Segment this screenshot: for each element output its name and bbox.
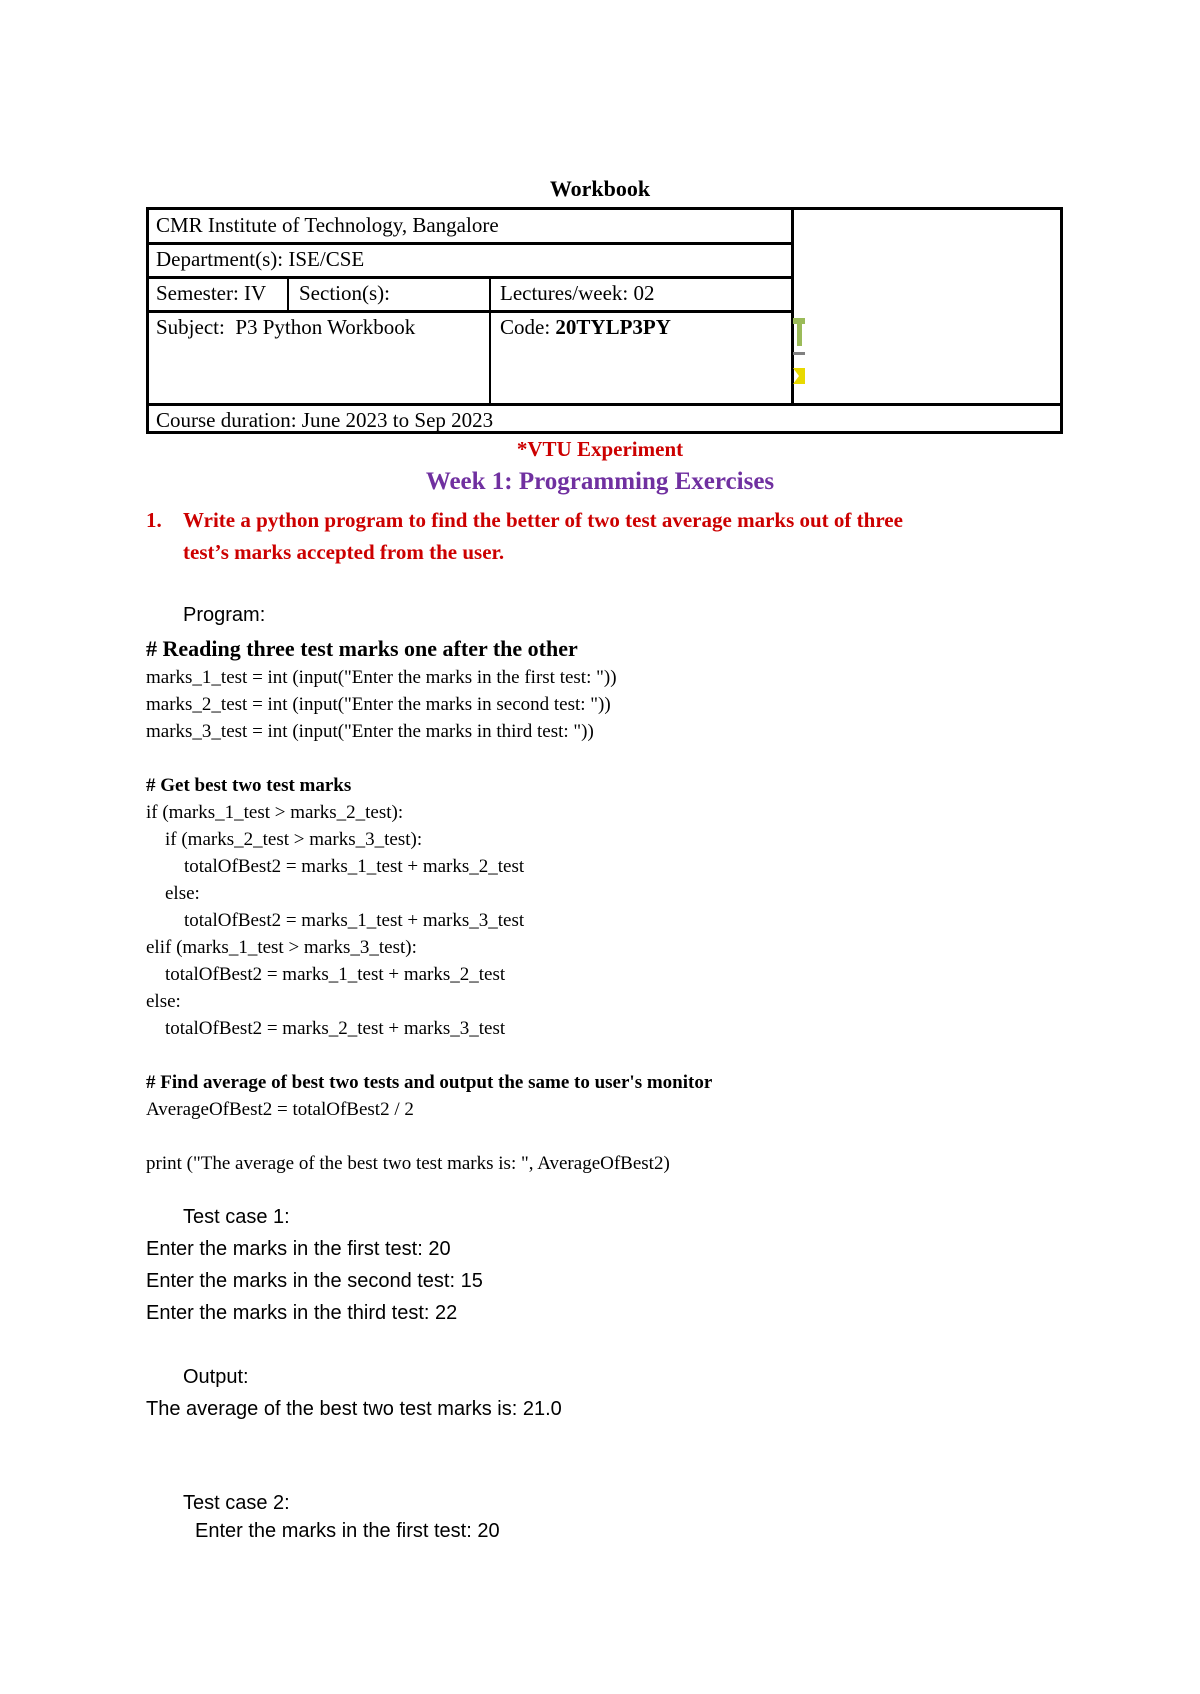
course-code-label: Code: — [500, 315, 556, 339]
code-line-5: if (marks_2_test > marks_3_test): — [146, 829, 423, 850]
code-line-3: marks_3_test = int (input("Enter the marks in third test: ")) — [146, 721, 594, 742]
code-line-9: elif (marks_1_test > marks_3_test): — [146, 937, 417, 958]
code-line-4: if (marks_1_test > marks_2_test): — [146, 802, 404, 823]
subject: Subject: P3 Python Workbook — [156, 315, 416, 339]
department: Department(s): ISE/CSE — [156, 247, 365, 271]
code-line-6: totalOfBest2 = marks_1_test + marks_2_test — [146, 856, 525, 877]
course-code-value: 20TYLP3PY — [555, 315, 671, 339]
table-row-line-1 — [146, 242, 794, 245]
week-heading: Week 1: Programming Exercises — [425, 468, 775, 495]
table-border-right — [1060, 207, 1063, 434]
course-duration: Course duration: June 2023 to Sep 2023 — [156, 408, 494, 432]
table-row-line-2 — [146, 276, 794, 279]
test-case-1-input-2: Enter the marks in the second test: 15 — [146, 1270, 483, 1292]
course-code — [500, 315, 671, 340]
test-case-1-label: Test case 1: — [183, 1206, 290, 1228]
code-line-14: print ("The average of the best two test marks is: ", AverageOfBest2) — [146, 1153, 670, 1174]
test-case-1-output: The average of the best two test marks is: 21.0 — [146, 1398, 562, 1420]
test-case-2-input-1: Enter the marks in the first test: 20 — [195, 1520, 500, 1542]
test-case-1-input-3: Enter the marks in the third test: 22 — [146, 1302, 458, 1324]
semester: Semester: IV — [156, 281, 267, 305]
code-line-12: totalOfBest2 = marks_2_test + marks_3_test — [146, 1018, 506, 1039]
code-line-11: else: — [146, 991, 181, 1012]
code-comment-1: # Reading three test marks one after the other — [146, 636, 578, 661]
code-line-2: marks_2_test = int (input("Enter the marks in second test: ")) — [146, 694, 611, 715]
code-line-10: totalOfBest2 = marks_1_test + marks_2_test — [146, 964, 506, 985]
document-title: Workbook — [549, 176, 651, 201]
table-col-line-1 — [287, 276, 289, 312]
question-text-line-1: Write a python program to find the better of two test average marks out of three — [183, 508, 903, 532]
table-row-line-3 — [146, 310, 794, 313]
table-row-line-4 — [146, 403, 1063, 406]
institute-logo-icon — [793, 318, 805, 384]
institute-name: CMR Institute of Technology, Bangalore — [156, 213, 499, 237]
code-line-13: AverageOfBest2 = totalOfBest2 / 2 — [146, 1099, 414, 1120]
table-col-line-2 — [489, 276, 491, 405]
code-comment-3: # Find average of best two tests and output the same to user's monitor — [146, 1072, 713, 1093]
test-case-1-input-1: Enter the marks in the first test: 20 — [146, 1238, 451, 1260]
lectures-per-week: Lectures/week: 02 — [500, 281, 655, 305]
section: Section(s): — [299, 281, 390, 305]
question-text-line-2: test’s marks accepted from the user. — [183, 540, 505, 564]
code-line-1: marks_1_test = int (input("Enter the marks in the first test: ")) — [146, 667, 617, 688]
test-case-1-output-label: Output: — [183, 1366, 249, 1388]
test-case-2-label: Test case 2: — [183, 1492, 290, 1514]
code-line-8: totalOfBest2 = marks_1_test + marks_3_test — [146, 910, 525, 931]
code-line-7: else: — [146, 883, 200, 904]
question-number: 1. — [146, 508, 162, 532]
program-label: Program: — [183, 604, 266, 626]
table-border-top — [146, 207, 1063, 210]
vtu-experiment-label: *VTU Experiment — [516, 437, 684, 461]
code-comment-2: # Get best two test marks — [146, 775, 352, 796]
